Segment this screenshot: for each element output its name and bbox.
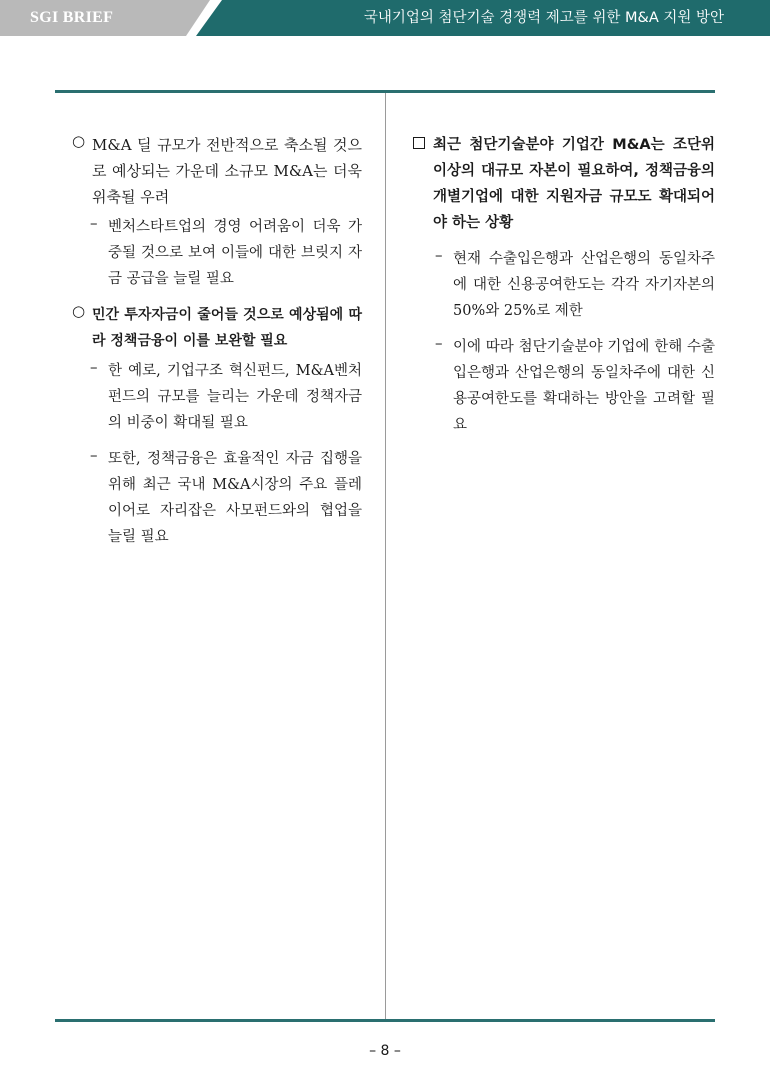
sub-list-item bbox=[72, 358, 362, 436]
sub-list-item-text: 현재 수출입은행과 산업은행의 동일차주에 대한 신용공여한도는 각각 자기자본의 50%와 25%로 제한 bbox=[453, 251, 715, 319]
sub-list-item-text: 이에 따라 첨단기술분야 기업에 한해 수출입은행과 산업은행의 동일차주에 대한 신용공여한도를 확대하는 방안을 고려할 필요 bbox=[453, 339, 715, 433]
sub-list-item-text: 또한, 정책금융은 효율적인 자금 집행을 위해 최근 국내 M&A시장의 주요 플레이어로 자리잡은 사모펀드와의 협업을 늘릴 필요 bbox=[108, 451, 362, 545]
section-heading-item bbox=[413, 132, 715, 236]
dash-bullet-icon: – bbox=[90, 358, 98, 376]
left-column bbox=[72, 132, 362, 560]
bottom-rule bbox=[55, 1019, 715, 1022]
sub-list-item bbox=[72, 446, 362, 550]
right-column bbox=[413, 132, 715, 448]
list-item bbox=[72, 132, 362, 210]
list-item-text: 민간 투자자금이 줄어들 것으로 예상됨에 따라 정책금융이 이를 보완할 필요 bbox=[92, 307, 362, 349]
page-number: – 8 – bbox=[369, 1043, 401, 1059]
sub-list-item bbox=[72, 214, 362, 292]
dash-bullet-icon: – bbox=[435, 334, 443, 352]
dash-bullet-icon: – bbox=[90, 214, 98, 232]
sub-list-item bbox=[413, 334, 715, 438]
dash-bullet-icon: – bbox=[435, 246, 443, 264]
circle-bullet-icon: ○ bbox=[72, 302, 86, 320]
sub-list-item bbox=[413, 246, 715, 324]
dash-bullet-icon: – bbox=[90, 446, 98, 464]
sub-list-item-text: 벤처스타트업의 경영 어려움이 더욱 가중될 것으로 보여 이들에 대한 브릿지 자금 공급을 늘릴 필요 bbox=[108, 219, 362, 287]
header-band bbox=[0, 0, 770, 36]
sub-list-item-text: 한 예로, 기업구조 혁신펀드, M&A벤처펀드의 규모를 늘리는 가운데 정책자금의 비중이 확대될 필요 bbox=[108, 363, 362, 431]
column-divider bbox=[385, 93, 386, 1019]
list-item-text: M&A 딜 규모가 전반적으로 축소될 것으로 예상되는 가운데 소규모 M&A는 더욱 위축될 우려 bbox=[92, 136, 362, 206]
list-item bbox=[72, 302, 362, 354]
square-bullet-icon bbox=[413, 137, 425, 149]
circle-bullet-icon: ○ bbox=[72, 132, 86, 150]
report-title: 국내기업의 첨단기술 경쟁력 제고를 위한 M&A 지원 방안 bbox=[363, 10, 724, 26]
brand-label: SGI BRIEF bbox=[30, 9, 114, 26]
section-heading-text: 최근 첨단기술분야 기업간 M&A는 조단위 이상의 대규모 자본이 필요하여, 정책금융의 개별기업에 대한 지원자금 규모도 확대되어야 하는 상황 bbox=[433, 137, 715, 231]
